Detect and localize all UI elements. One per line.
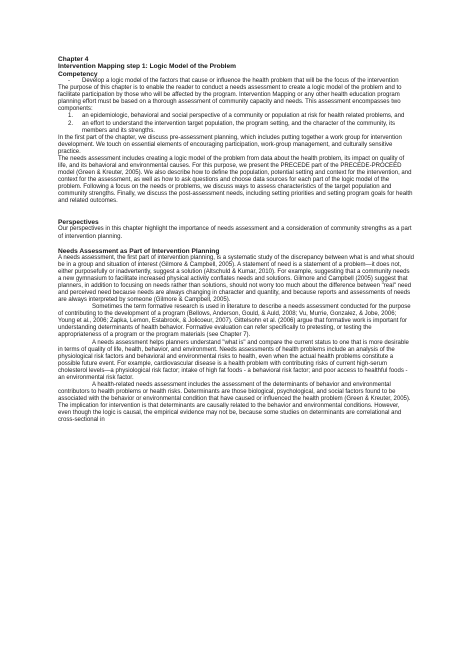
needs-paragraph-4: A health-related needs assessment includes the assessment of the determinants of behavior and environmental contributors to health problems or health risks. Determinants are those biological, psychological, and social factors found to be associated with the behavior or environmental condition that have caused or influenced the health problem (Green & Kreuter, 2005). The implication for intervention is that determinants are causally related to the behavior and environmental conditions. However, even though the logic is causal, the empirical evidence may not be, because some studies on determinants are correlational and cross-sectional in (58, 381, 411, 424)
paragraph-3: The needs assessment includes creating a logic model of the problem from data about the health problem, its impact on quality of life, and its behavioral and environmental causes. For this purpose, we present the PRECEDE part of the PRECEDE-PROCEED model (Green & Kreuter, 2005). We also describe how to define the population, potential setting and context for the intervention, and context for the assessment, as well as how to ask questions and choose data sources for each part of the logic model of the problem. Following a focus on the needs or problems, we discuss ways to assess characteristics of the target population and community strengths. Finally, we discuss the post-assessment needs, including setting priorities and setting program goals for health and related outcomes. (58, 155, 413, 205)
bullet-text: Develop a logic model of the factors that cause or influence the health problem that will be the focus of the intervention (82, 78, 399, 85)
component-marker: 2. (68, 120, 74, 127)
needs-heading: Needs Assessment as Part of Intervention Planning (58, 247, 220, 255)
perspectives-heading: Perspectives (58, 219, 99, 227)
component-marker: 1. (68, 113, 74, 120)
competency-heading: Competency (58, 70, 98, 78)
section-gap (58, 212, 414, 219)
competency-bullet (58, 78, 414, 85)
bullet-marker: - (68, 78, 71, 85)
chapter-title: Intervention Mapping step 1: Logic Model of the Problem (58, 63, 237, 71)
needs-paragraph-1: A needs assessment, the first part of intervention planning, is a systematic study of the discrepancy between what is and what should be in a group and situation of interest (Gilmore & Campbell, 2005). A statement of need is a statement of a problem—it does not, either purposefully or inadvertently, suggest a solution (Altschuld & Kumar, 2010). For example, suggesting that a community needs a new gymnasium to facilitate increased physical activity conflates needs and solutions. Gilmore and Campbell (2005) suggest that planners, in addition to focusing on needs rather than solutions, should not worry too much about the difference between "real" need and perceived need because needs are always changing in character and quantity, and because reports and assessments of needs are always interpreted by someone (Gilmore & Campbell, 2005). (58, 254, 414, 304)
section-gap (58, 205, 414, 212)
section-gap (58, 241, 414, 248)
component-item-2 (58, 121, 414, 135)
component-text: an epidemiologic, behavioral and social perspective of a community or population at risk for health related problems, and (82, 113, 405, 120)
intro-paragraph: The purpose of this chapter is to enable the reader to conduct a needs assessment to create a logic model of the problem and to facilitate participation by those who will be affected by the program. Intervention Mapping or any other health education program planning effort must be based on a thorough assessment of community capacity and needs. This assessment encompasses two components: (58, 85, 402, 113)
needs-paragraph-2: Sometimes the term formative research is used in literature to describe a needs assessment conducted for the purpose of contributing to the development of a program (Bellows, Anderson, Gould, & Auld, 2008; Vu, Murrie, Gonzalez, & Jobe, 2006; Young et al., 2006; Zapka, Lemon, Estabrook, & Jolicoeur, 2007). Gittelsohn et al. (2006) argue that formative work is important for understanding determinants of health behavior. Formative evaluation can refer specifically to pretesting, or testing the appropriateness of a program or the program materials (see Chapter 7). (58, 304, 411, 339)
chapter-label: Chapter 4 (58, 56, 89, 63)
needs-paragraph-3: A needs assessment helps planners understand "what is" and compare the current status to one that is more desirable in terms of quality of life, health, behavior, and environment. Needs assessments of health problems include an analysis of the physiological risk factors and behavioral and environmental risks to health, even when the actual health problems constitute a possible future event. For example, cardiovascular disease is a health problem with contributing risks of current high-serum cholesterol levels—a physiological risk factor; intake of high fat foods - a behavioral risk factor; and poor access to healthful foods - an environmental risk factor. (58, 339, 409, 381)
paragraph-2: In the first part of the chapter, we discuss pre-assessment planning, which includes putting together a work group for intervention development. We touch on essential elements of encouraging participation, work-group management, and culturally sensitive practice. (58, 134, 402, 155)
component-item-1 (58, 113, 414, 120)
perspectives-paragraph: Our perspectives in this chapter highlight the importance of needs assessment and a consideration of community strengths as a part of intervention planning. (58, 226, 412, 240)
component-text: an effort to understand the intervention target population, the program setting, and the character of the community, its members and its strengths. (82, 120, 396, 134)
